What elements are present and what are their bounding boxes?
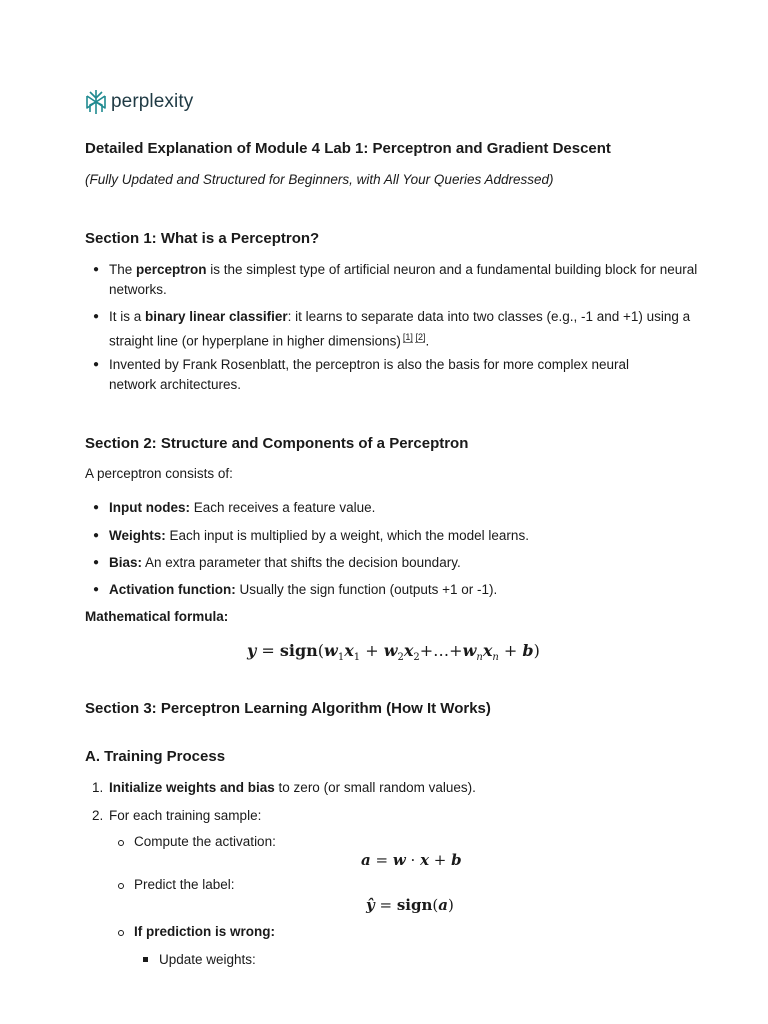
formula-label: Mathematical formula:: [85, 609, 229, 624]
substep-if-wrong: If prediction is wrong:: [134, 924, 275, 939]
prediction-formula: ŷ = sign(a): [366, 896, 454, 914]
section2-intro: A perceptron consists of:: [85, 466, 233, 481]
subsubstep-update-weights: Update weights:: [159, 952, 256, 967]
training-step-1: Initialize weights and bias to zero (or small random values).: [109, 780, 476, 795]
circle-bullet: [118, 930, 124, 936]
step-number: 2.: [92, 808, 104, 823]
square-bullet: [143, 957, 148, 962]
bullet-dot: ●: [93, 311, 100, 322]
section1-bullet-3: Invented by Frank Rosenblatt, the perceptron is also the basis for more complex neural network architectures.: [109, 357, 630, 392]
component-item: Activation function: Usually the sign function (outputs +1 or -1).: [109, 582, 498, 597]
bullet-dot: ●: [93, 264, 100, 275]
bullet-dot: ●: [93, 530, 100, 541]
bullet-dot: ●: [93, 584, 100, 595]
perplexity-logo-icon: [85, 89, 107, 115]
citation-2-link[interactable]: [2]: [415, 332, 426, 342]
perceptron-formula: $y = sign(w_1x_1$ + $w_2x_2+\dots+w_nx_n + b$): [247, 641, 540, 664]
component-item: Input nodes: Each receives a feature value.: [109, 500, 376, 515]
document-title: Detailed Explanation of Module 4 Lab 1: Perceptron and Gradient Descent: [85, 140, 611, 157]
section1-bullet-1: The perceptron is the simplest type of artificial neuron and a fundamental building block for neural networks.: [109, 262, 698, 297]
training-process-heading: A. Training Process: [85, 748, 226, 765]
document-subtitle: (Fully Updated and Structured for Beginners, with All Your Queries Addressed): [85, 172, 554, 187]
section1-bullet-2: It is a binary linear classifier: it learns to separate data into two classes (e.g., -1 and +1) using a straight line (or hyperplane in higher dimensions) [1] [2].: [109, 309, 691, 349]
training-step-2: For each training sample:: [109, 808, 262, 823]
circle-bullet: [118, 883, 124, 889]
bullet-dot: ●: [93, 557, 100, 568]
section3-heading: Section 3: Perceptron Learning Algorithm (How It Works): [85, 700, 491, 717]
section1-heading: Section 1: What is a Perceptron?: [85, 230, 320, 247]
circle-bullet: [118, 840, 124, 846]
component-item: Weights: Each input is multiplied by a weight, which the model learns.: [109, 528, 529, 543]
section2-heading: Section 2: Structure and Components of a Perceptron: [85, 435, 469, 452]
component-item: Bias: An extra parameter that shifts the decision boundary.: [109, 555, 461, 570]
substep-predict-label: Predict the label:: [134, 877, 235, 892]
step-number: 1.: [92, 780, 104, 795]
perplexity-logo: [85, 89, 193, 115]
activation-formula: a = w · x + b: [361, 851, 462, 869]
bullet-dot: ●: [93, 359, 100, 370]
bullet-dot: ●: [93, 502, 100, 513]
citation-1-link[interactable]: [1]: [402, 332, 413, 342]
substep-compute-activation: Compute the activation:: [134, 834, 276, 849]
brand-name: perplexity: [111, 91, 194, 112]
